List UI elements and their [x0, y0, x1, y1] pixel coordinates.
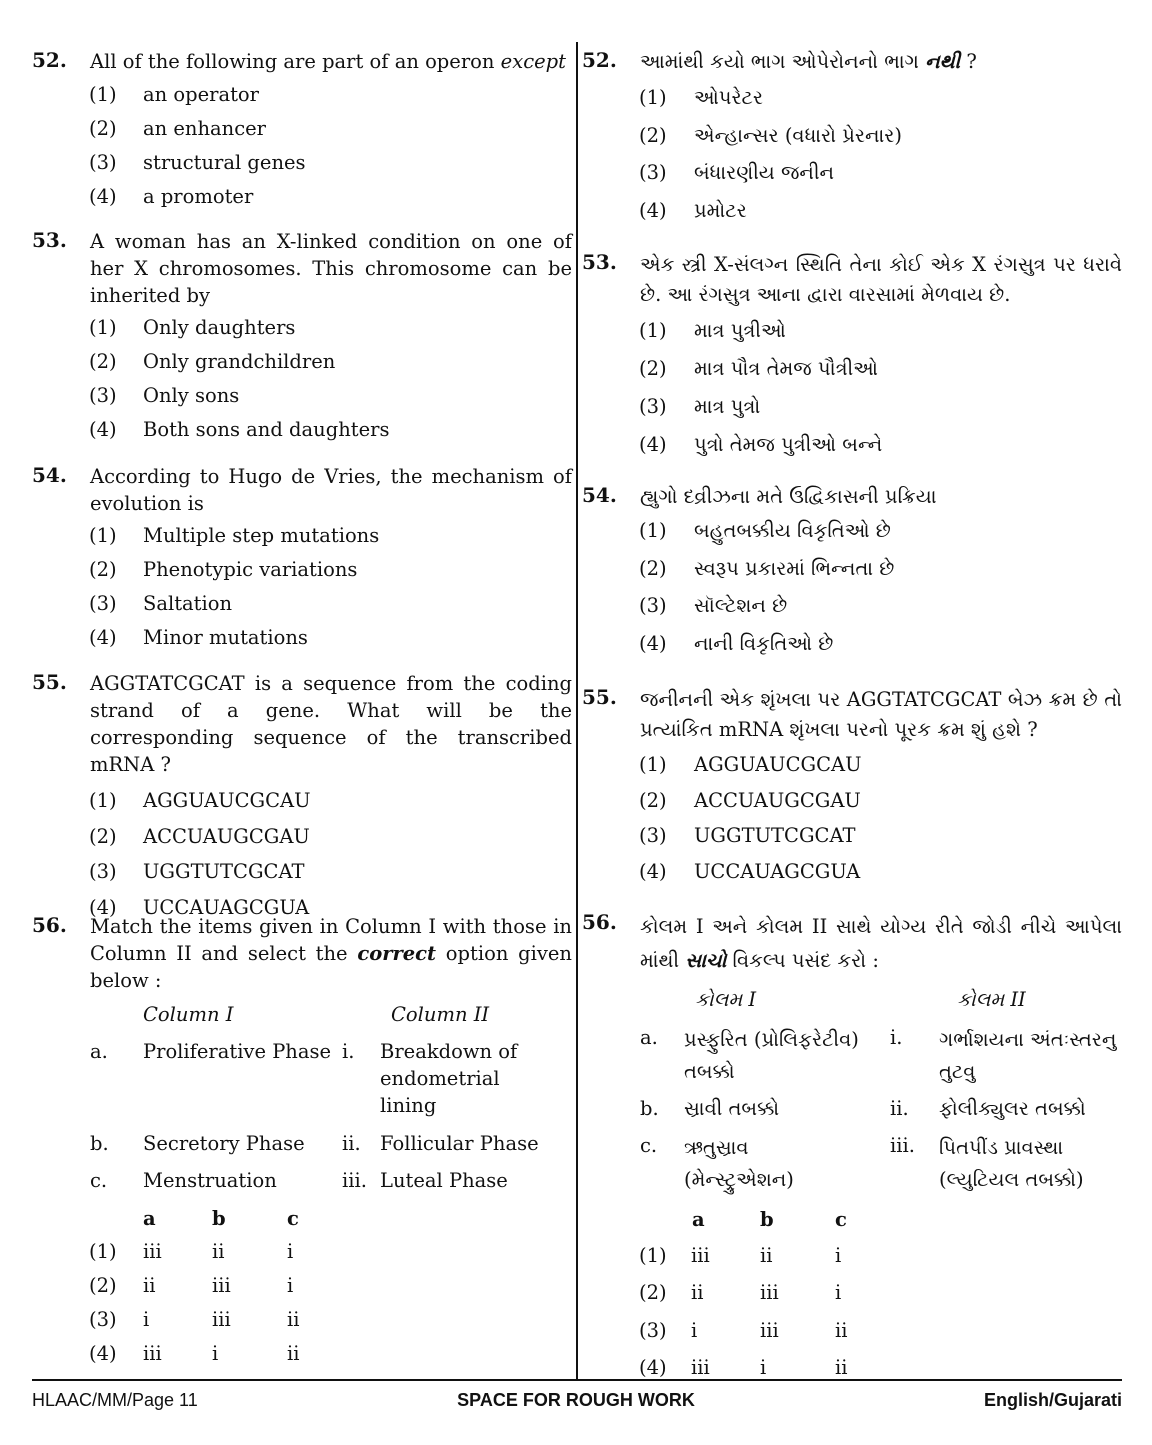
text-cell: a: [143, 1207, 156, 1230]
column-ii-header: કોલમ II: [957, 988, 1026, 1011]
text-cell: (4): [639, 631, 667, 655]
column-divider: [576, 42, 578, 1379]
option: [32, 621, 572, 655]
text-cell: c.: [640, 1134, 658, 1157]
text-cell: (1): [89, 789, 117, 812]
text-cell: i: [835, 1281, 842, 1304]
text-cell: i: [143, 1308, 150, 1331]
column-i-header: કોલમ I: [695, 988, 757, 1011]
text-cell: (4): [639, 1356, 667, 1379]
text-cell: માત્ર પૌત્ર તેમજ પૌત્રીઓ: [694, 357, 878, 380]
question-number: 55.: [32, 670, 67, 694]
text-cell: (3): [639, 1319, 667, 1342]
text-cell: i.: [890, 1026, 903, 1049]
question-stem: જનીનની એક શૃંખલા પર AGGTATCGCAT બેઝ ક્રમ છે તો પ્રત્યાંકિત mRNA શૃંખલા પરનો પૂરક ક્રમ શું હશે ?: [640, 688, 1122, 741]
question-number: 54.: [32, 463, 67, 487]
text-cell: (2): [89, 824, 117, 848]
text-cell: Menstruation: [143, 1169, 277, 1192]
text-cell: i: [287, 1240, 294, 1263]
text-cell: iii: [691, 1244, 710, 1267]
text-cell: Only grandchildren: [143, 350, 336, 373]
option: [32, 413, 572, 447]
text-cell: Minor mutations: [143, 626, 308, 649]
text-cell: નાની વિકૃતિઓ છે: [694, 631, 834, 655]
option: [32, 587, 572, 621]
text-cell: (2): [639, 357, 667, 380]
text-cell: (4): [89, 1342, 117, 1365]
text-cell: વિકલ્પ પસંદ કરો :: [726, 949, 879, 972]
text-cell: i: [835, 1244, 842, 1267]
text-cell: સ્વરૂપ પ્રકારમાં ભિન્નતા છે: [694, 556, 895, 580]
text-cell: ii: [212, 1240, 225, 1263]
question-number: 52.: [582, 48, 617, 72]
text-cell: માત્ર પુત્રો: [694, 395, 761, 418]
text-cell: (3): [639, 824, 667, 847]
text-cell: b: [212, 1207, 226, 1230]
text-cell: Breakdown of endometrial lining: [380, 1040, 518, 1117]
text-cell: પુત્રો તેમજ પુત્રીઓ બન્ને: [694, 433, 883, 456]
option: [32, 379, 572, 413]
text-cell: ii.: [342, 1132, 361, 1155]
text-cell: UCCAUAGCGUA: [143, 895, 310, 919]
question-stem: [90, 48, 572, 75]
text-cell: Saltation: [143, 592, 233, 615]
option: [582, 352, 1122, 390]
text-cell: ?: [960, 50, 977, 73]
text-cell: ઓપરેટર: [694, 86, 763, 109]
text-cell: આમાંથી કયો ભાગ ઓપેરોનનો ભાગ: [640, 50, 926, 73]
text-cell: AGGUAUCGCAU: [694, 753, 862, 776]
text-cell: બહુતબક્કીય વિકૃતિઓ છે: [694, 519, 891, 542]
option: [582, 514, 1122, 552]
question-stem: [640, 48, 1122, 75]
question-number: 53.: [582, 250, 617, 274]
text-cell: (4): [89, 626, 117, 649]
text-cell: c.: [90, 1169, 108, 1192]
question-number: 53.: [32, 228, 67, 252]
text-cell: i: [287, 1274, 294, 1297]
text-cell: (3): [89, 384, 117, 407]
question-52-gu: [582, 48, 1122, 231]
text-cell: (4): [89, 418, 117, 441]
option: [582, 627, 1122, 665]
option: [582, 119, 1122, 157]
text-cell: સૉલ્ટેશન છે: [694, 594, 788, 617]
text-cell: All of the following are part of an operon: [90, 50, 501, 73]
text-cell: (4): [639, 859, 667, 883]
text-cell: b.: [90, 1132, 109, 1155]
question-number: 56.: [582, 910, 617, 934]
text-cell: પ્રસ્ફુરિત (પ્રોલિફરેટીવ) તબક્કો: [684, 1028, 859, 1083]
text-cell: (1): [639, 1244, 667, 1267]
text-cell: Phenotypic variations: [143, 558, 358, 581]
question-number: 55.: [582, 685, 617, 709]
question-stem: એક સ્ત્રી X-સંલગ્ન સ્થિતિ તેના કોઈ એક X રંગસુત્ર પર ધરાવે છે. આ રંગસુત્ર આના દ્વારા વારસામાં મેળવાય છે.: [640, 253, 1122, 306]
text-cell: iii: [143, 1240, 162, 1263]
option: [32, 519, 572, 553]
text-cell: iii: [760, 1281, 779, 1304]
question-stem: [640, 910, 1122, 978]
text-cell: i: [212, 1342, 219, 1365]
text-cell: ગર્ભાશયના અંતઃસ્તરનુ તુટવુ: [939, 1028, 1117, 1083]
option: [32, 855, 572, 891]
option: [32, 112, 572, 146]
text-cell: iii.: [890, 1134, 915, 1157]
text-cell: UGGTUTCGCAT: [143, 860, 305, 883]
option: [582, 81, 1122, 119]
option: [582, 819, 1122, 855]
text-cell: (2): [89, 558, 117, 581]
option: [582, 390, 1122, 428]
text-cell: ii: [287, 1342, 300, 1365]
question-stem: According to Hugo de Vries, the mechanism of evolution is: [90, 465, 572, 515]
text-cell: (3): [639, 395, 667, 418]
text-cell: (3): [89, 860, 117, 883]
text-cell: iii: [212, 1308, 231, 1331]
text-cell: b: [760, 1208, 774, 1231]
option: [32, 180, 572, 214]
text-cell: (1): [639, 519, 667, 542]
text-cell: (2): [89, 1274, 117, 1297]
text-cell: AGGUAUCGCAU: [143, 789, 311, 812]
text-cell: iii: [691, 1356, 710, 1379]
option: [32, 553, 572, 587]
question-stem: AGGTATCGCAT is a sequence from the coding strand of a gene. What will be the corresponding sequence of the transcribed mRNA ?: [90, 672, 572, 776]
question-53-en: [32, 228, 572, 447]
text-cell: Luteal Phase: [380, 1169, 508, 1192]
text-cell: ii: [691, 1281, 704, 1304]
footer-rule: [32, 1379, 1122, 1381]
text-cell: Match the items given in Column I with those in Column II and select the: [90, 915, 572, 965]
text-cell: i: [691, 1319, 698, 1342]
column-i-header: Column I: [143, 1003, 234, 1026]
question-stem: A woman has an X-linked condition on one of her X chromosomes. This chromosome can be inherited by: [90, 230, 572, 307]
text-cell: (1): [89, 83, 117, 106]
text-cell: (1): [89, 1240, 117, 1263]
text-cell: i.: [342, 1040, 355, 1063]
question-stem: [90, 913, 572, 994]
option: [582, 194, 1122, 232]
text-cell: (1): [639, 86, 667, 109]
text-cell: નથી: [925, 50, 961, 73]
text-cell: (1): [89, 524, 117, 547]
text-cell: ACCUAUGCGAU: [694, 788, 861, 812]
text-cell: (4): [639, 198, 667, 222]
text-cell: UGGTUTCGCAT: [694, 824, 856, 847]
text-cell: ii: [287, 1308, 300, 1331]
text-cell: except: [500, 50, 566, 73]
text-cell: Secretory Phase: [143, 1132, 305, 1155]
question-number: 56.: [32, 913, 67, 937]
text-cell: માત્ર પુત્રીઓ: [694, 319, 786, 342]
option: [32, 820, 572, 856]
text-cell: (2): [89, 117, 117, 140]
option: [32, 345, 572, 379]
text-cell: option given below :: [90, 942, 572, 992]
match-table: [582, 978, 1122, 1398]
text-cell: (2): [639, 1281, 667, 1304]
text-cell: (2): [89, 350, 117, 373]
text-cell: (3): [639, 161, 667, 184]
question-55-gu: [582, 685, 1122, 890]
option: [32, 784, 572, 820]
text-cell: પ્રમોટર: [694, 198, 747, 222]
option: [582, 748, 1122, 784]
option: [582, 552, 1122, 590]
question-56-en: [32, 913, 572, 1394]
text-cell: (1): [89, 316, 117, 339]
text-cell: પિતપીંડ પ્રાવસ્થા (લ્યુટિયલ તબક્કો): [939, 1136, 1084, 1191]
option: [582, 784, 1122, 820]
text-cell: a: [692, 1208, 705, 1231]
page-id: HLAAC/MM/Page 11: [32, 1390, 198, 1410]
text-cell: બંધારણીય જનીન: [694, 161, 835, 184]
text-cell: ઋતુસ્રાવ (મેન્સ્ટ્રુએશન): [684, 1136, 794, 1191]
text-cell: Proliferative Phase: [143, 1040, 332, 1063]
text-cell: (3): [89, 592, 117, 615]
text-cell: કોલમ I અને કોલમ II સાથે યોગ્ય રીતે જોડી નીચે આપેલા માંથી: [640, 915, 1122, 972]
question-53-gu: [582, 250, 1122, 466]
text-cell: (4): [89, 895, 117, 919]
text-cell: iii: [760, 1319, 779, 1342]
text-cell: ii.: [890, 1097, 909, 1120]
text-cell: an enhancer: [143, 117, 267, 140]
text-cell: (4): [89, 185, 117, 208]
text-cell: structural genes: [143, 151, 306, 174]
text-cell: સાચો: [685, 949, 727, 972]
option: [582, 428, 1122, 466]
text-cell: (4): [639, 433, 667, 456]
text-cell: (1): [639, 753, 667, 776]
text-cell: ii: [835, 1319, 848, 1342]
option: [582, 156, 1122, 194]
text-cell: ii: [143, 1274, 156, 1297]
text-cell: a.: [90, 1040, 108, 1063]
text-cell: એન્હાન્સર (વધારો પ્રેરનાર): [694, 123, 902, 147]
option: [32, 311, 572, 345]
option: [582, 589, 1122, 627]
question-54-gu: [582, 483, 1122, 664]
question-56-gu: [582, 910, 1122, 1398]
option: [32, 78, 572, 112]
text-cell: (2): [639, 556, 667, 580]
text-cell: ACCUAUGCGAU: [143, 824, 310, 848]
language-label: English/Gujarati: [983, 1390, 1122, 1410]
text-cell: Only daughters: [143, 316, 296, 339]
text-cell: Follicular Phase: [380, 1132, 539, 1155]
text-cell: i: [760, 1356, 767, 1379]
text-cell: iii: [143, 1342, 162, 1365]
text-cell: c: [287, 1207, 299, 1230]
rough-work-label: SPACE FOR ROUGH WORK: [457, 1390, 695, 1410]
question-54-en: [32, 463, 572, 655]
text-cell: correct: [357, 942, 437, 965]
text-cell: iii: [212, 1274, 231, 1297]
text-cell: Only sons: [143, 384, 240, 407]
text-cell: iii.: [342, 1169, 367, 1192]
text-cell: Both sons and daughters: [143, 418, 390, 441]
text-cell: (1): [639, 319, 667, 342]
text-cell: Multiple step mutations: [143, 524, 380, 547]
question-number: 52.: [32, 48, 67, 72]
column-ii-header: Column II: [391, 1003, 490, 1026]
text-cell: ii: [835, 1356, 848, 1379]
option: [582, 855, 1122, 891]
question-55-en: [32, 670, 572, 926]
question-number: 54.: [582, 483, 617, 507]
text-cell: c: [835, 1208, 847, 1231]
text-cell: સ્રાવી તબક્કો: [684, 1097, 780, 1120]
text-cell: (2): [639, 788, 667, 812]
question-52-en: [32, 48, 572, 214]
text-cell: (2): [639, 123, 667, 147]
question-stem: હ્યુગો દવ્રીઝના મતે ઉદ્વિકાસની પ્રક્રિયા: [640, 485, 937, 508]
text-cell: ફોલીક્યુલર તબક્કો: [939, 1097, 1086, 1120]
text-cell: UCCAUAGCGUA: [694, 859, 861, 883]
text-cell: b.: [640, 1097, 659, 1120]
option: [582, 314, 1122, 352]
text-cell: a promoter: [143, 185, 254, 208]
option: [32, 146, 572, 180]
text-cell: (3): [89, 151, 117, 174]
match-table: [32, 994, 572, 1394]
text-cell: ii: [760, 1244, 773, 1267]
text-cell: (3): [639, 594, 667, 617]
text-cell: an operator: [143, 83, 259, 106]
text-cell: a.: [640, 1026, 658, 1049]
text-cell: (3): [89, 1308, 117, 1331]
